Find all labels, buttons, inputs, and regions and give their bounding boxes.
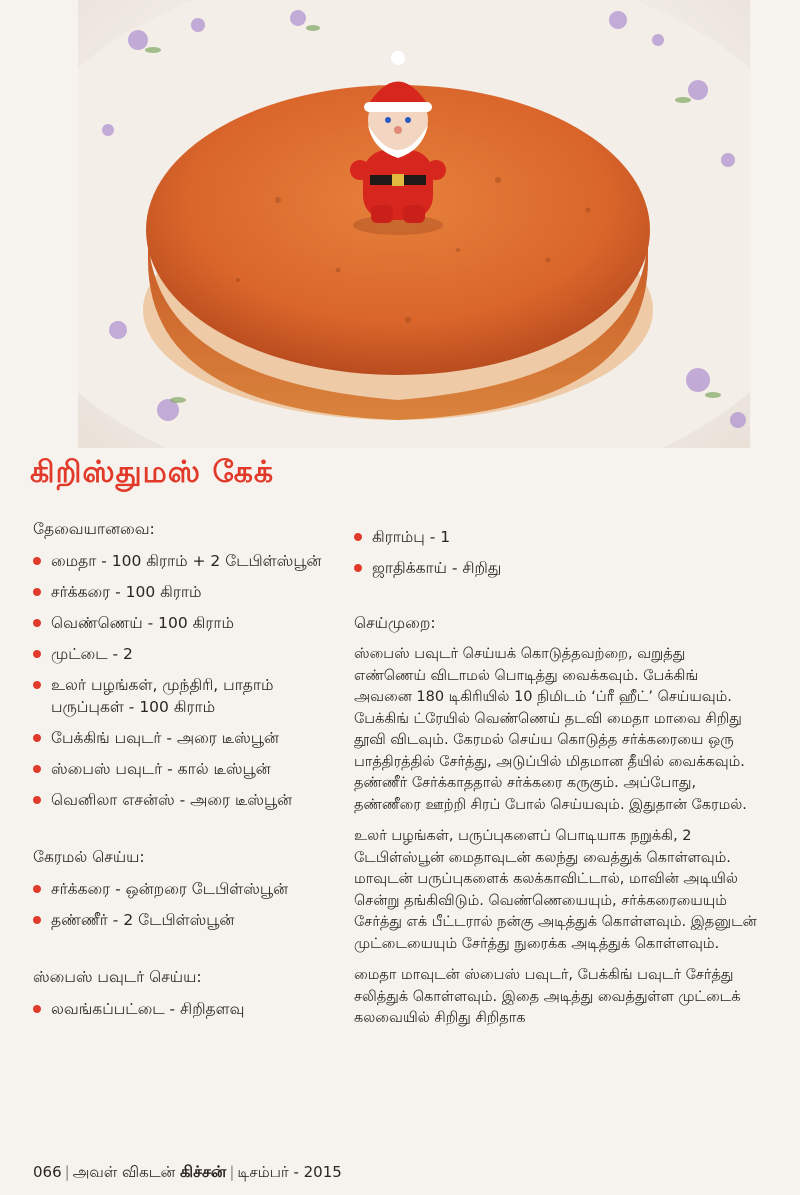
list-item: வெண்ணெய் - 100 கிராம் xyxy=(33,612,333,634)
caramel-list xyxy=(33,878,333,931)
list-item: கிராம்பு - 1 xyxy=(354,526,759,548)
magazine-prefix: அவள் விகடன் xyxy=(72,1163,176,1181)
bullet-icon xyxy=(33,885,41,893)
page-footer: 066 | அவள் விகடன் கிச்சன் | டிசம்பர் - 2015 xyxy=(33,1162,342,1181)
bullet-icon xyxy=(33,1005,41,1013)
list-item: லவங்கப்பட்டை - சிறிதளவு xyxy=(33,998,333,1020)
list-item: ஸ்பைஸ் பவுடர் - கால் டீஸ்பூன் xyxy=(33,758,333,780)
list-item: முட்டை - 2 xyxy=(33,643,333,665)
bullet-icon xyxy=(354,533,362,541)
spice-list-continued xyxy=(354,526,759,579)
list-item: ஜாதிக்காய் - சிறிது xyxy=(354,557,759,579)
bullet-icon xyxy=(33,765,41,773)
recipe-title: கிறிஸ்துமஸ் கேக் xyxy=(30,455,275,490)
list-item: தண்ணீர் - 2 டேபிள்ஸ்பூன் xyxy=(33,909,333,931)
bullet-icon xyxy=(33,650,41,658)
bullet-icon xyxy=(33,734,41,742)
method-heading: செய்முறை: xyxy=(354,614,436,632)
method-paragraph: மைதா மாவுடன் ஸ்பைஸ் பவுடர், பேக்கிங் பவுடர் சேர்த்து சலித்துக் கொள்ளவும். இதை அடித்து வைத்துள்ள முட்டைக் கலவையில் சிறிது சிறிதாக xyxy=(354,967,741,1026)
list-item: சர்க்கரை - ஒன்றரை டேபிள்ஸ்பூன் xyxy=(33,878,333,900)
method-column xyxy=(354,526,759,1040)
spice-heading: ஸ்பைஸ் பவுடர் செய்ய: xyxy=(33,968,202,986)
list-item: பேக்கிங் பவுடர் - அரை டீஸ்பூன் xyxy=(33,727,333,749)
bullet-icon xyxy=(33,588,41,596)
bullet-icon xyxy=(33,619,41,627)
magazine-name: கிச்சன் xyxy=(179,1162,227,1181)
list-item: சர்க்கரை - 100 கிராம் xyxy=(33,581,333,603)
method-paragraph: உலர் பழங்கள், பருப்புகளைப் பொடியாக நறுக்கி, 2 டேபிள்ஸ்பூன் மைதாவுடன் கலந்து வைத்துக் கொள்ளவும். மாவுடன் பருப்புகளைக் கலக்காவிட்டால், மாவின் அடியில் சென்று தங்கிவிடும். வெண்ணெயையும், சர்க்கரையையும் சேர்த்து எக் பீட்டரால் நன்கு அடித்துக் கொள்ளவும். இதனுடன் முட்டையையும் சேர்த்து நுரைக்க அடித்துக் கொள்ளவும். xyxy=(354,828,757,952)
page-number: 066 xyxy=(33,1163,62,1181)
list-item: வெனிலா எசன்ஸ் - அரை டீஸ்பூன் xyxy=(33,789,333,811)
bullet-icon xyxy=(33,557,41,565)
method-paragraph: ஸ்பைஸ் பவுடர் செய்யக் கொடுத்தவற்றை, வறுத்து எண்ணெய் விடாமல் பொடித்து வைக்கவும். பேக்கிங் அவனை 180 டிகிரியில் 10 நிமிடம் ‘ப்ரீ ஹீட்’ செய்யவும். பேக்கிங் ட்ரேயில் வெண்ணெய் தடவி மைதா மாவை சிறிது தூவி விடவும். கேரமல் செய்ய கொடுத்த சர்க்கரையை ஒரு பாத்திரத்தில் சேர்த்து, அடுப்பில் மிதமான தீயில் வைக்கவும். தண்ணீர் சேர்க்காததால் சர்க்கரை கருகும். அப்போது, தண்ணீரை ஊற்றி சிரப் போல் செய்யவும். இதுதான் கேரமல். xyxy=(354,646,747,813)
list-item: மைதா - 100 கிராம் + 2 டேபிள்ஸ்பூன் xyxy=(33,550,333,572)
issue-date: டிசம்பர் - 2015 xyxy=(237,1163,342,1181)
spice-list xyxy=(33,998,333,1020)
ingredients-column xyxy=(33,520,333,1029)
ingredients-heading: தேவையானவை: xyxy=(33,520,155,538)
bullet-icon xyxy=(354,564,362,572)
ingredients-list xyxy=(33,550,333,811)
list-item: உலர் பழங்கள், முந்திரி, பாதாம் பருப்புகள் - 100 கிராம் xyxy=(33,674,333,718)
cake-photo xyxy=(78,0,750,448)
bullet-icon xyxy=(33,796,41,804)
caramel-heading: கேரமல் செய்ய: xyxy=(33,848,145,866)
bullet-icon xyxy=(33,916,41,924)
bullet-icon xyxy=(33,681,41,689)
